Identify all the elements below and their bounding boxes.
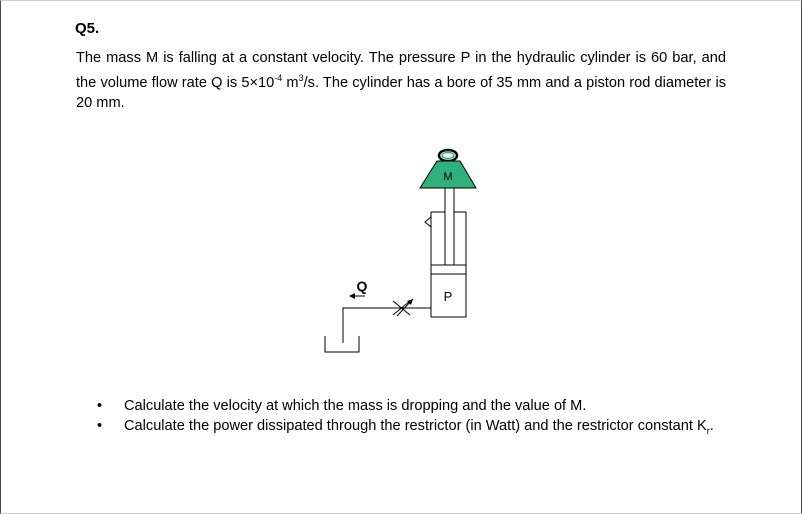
question-paragraph xyxy=(76,48,726,113)
paragraph-text-1: The mass M is falling at a constant velocity. The pressure P in the hydraulic cylinder is 60 bar, and the volume flow rate Q is 5×10 xyxy=(76,50,726,91)
pressure-label: P xyxy=(443,289,453,304)
bullet-dot: • xyxy=(97,418,103,434)
flow-arrow-head xyxy=(349,293,355,299)
paragraph-exponent-2: 3 xyxy=(298,73,304,83)
task-text-2: Calculate the power dissipated through the restrictor (in Watt) and the restrictor constant K xyxy=(124,418,707,434)
question-title: Q5. xyxy=(75,20,100,37)
hydraulic-diagram xyxy=(300,140,500,365)
lifting-eye-fill xyxy=(442,153,454,159)
task-list xyxy=(97,396,726,441)
subscript-r: r xyxy=(706,425,710,436)
tank xyxy=(325,336,359,352)
piston-rod xyxy=(445,188,454,265)
paragraph-text-3: /s. The cylinder has a bore of 35 mm and a piston rod diameter is 20 mm. xyxy=(76,74,726,111)
mass-label: M xyxy=(443,171,453,183)
piston xyxy=(431,265,466,274)
flow-label: Q xyxy=(356,278,368,294)
return-pipe xyxy=(343,308,431,343)
paragraph-text-2: m xyxy=(282,74,299,91)
task-text-2-end: . xyxy=(709,418,714,434)
vent-marker xyxy=(425,217,431,227)
paragraph-exponent-1: -4 xyxy=(274,73,283,83)
task-item xyxy=(97,416,726,441)
task-text-1: Calculate the velocity at which the mass is dropping and the value of M. xyxy=(124,398,587,414)
task-item xyxy=(97,396,726,416)
bullet-dot: • xyxy=(97,398,103,414)
